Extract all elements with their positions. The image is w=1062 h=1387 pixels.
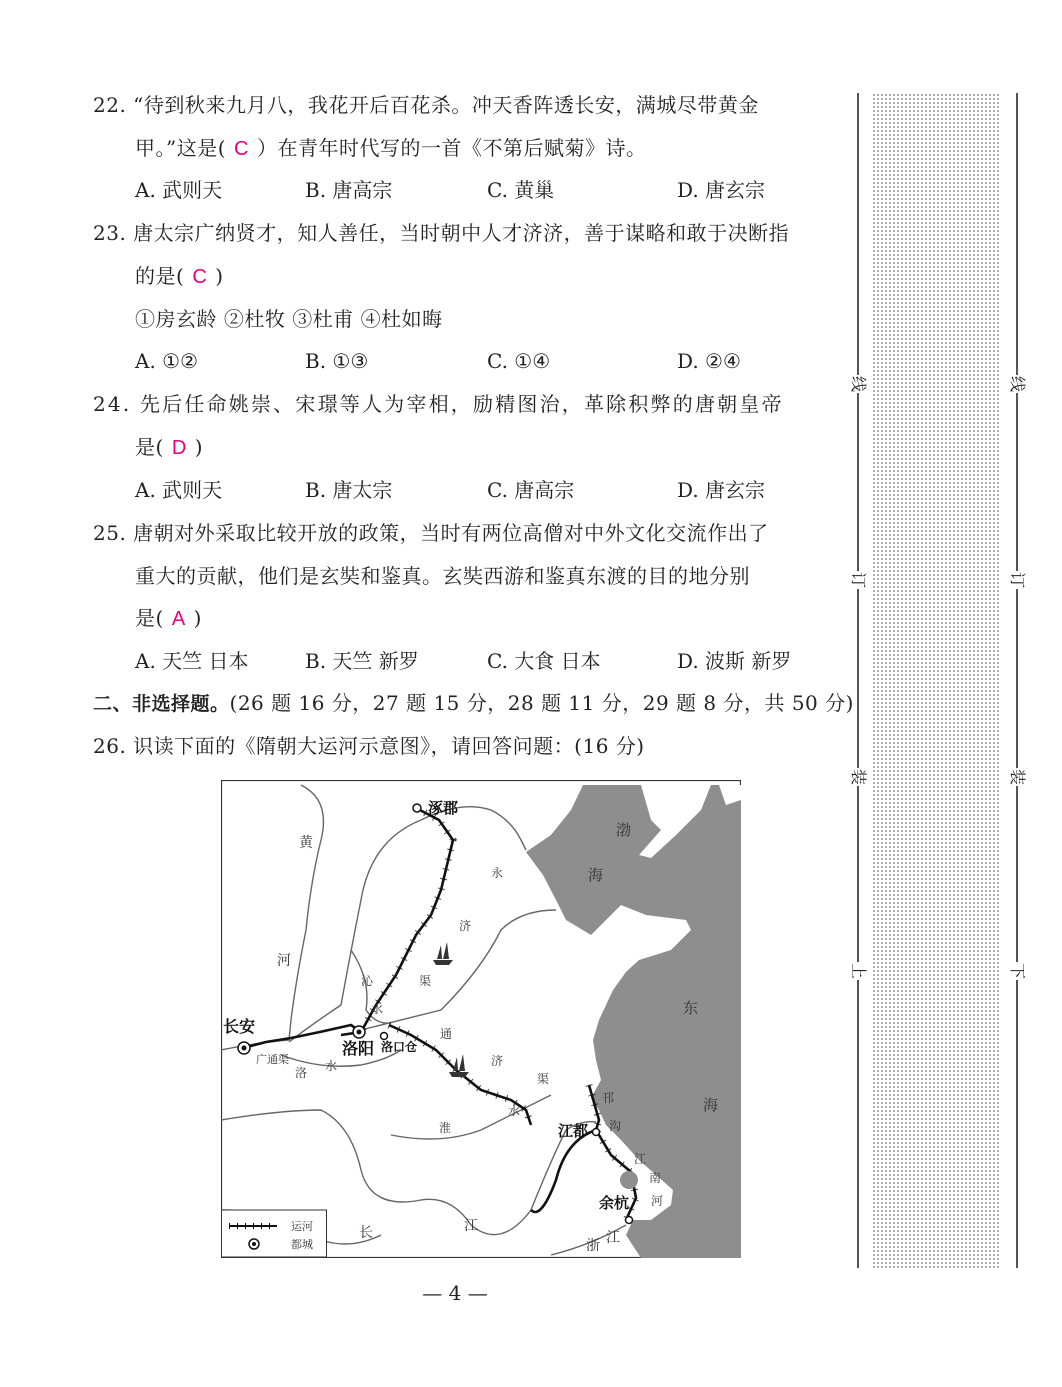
q22-option-c: C. 黄巢 [487,178,555,202]
label-luo: 洛 [295,1066,308,1080]
binding-line-left [857,93,859,1268]
section-2-heading: 二、非选择题。(26 题 16 分，27 题 15 分，28 题 11 分，29 题 8 分，共 50 分) [93,691,854,715]
answer-24: D [171,437,187,459]
q25-option-a: A. 天竺 日本 [135,649,249,673]
margin-xian-left: 线 [849,375,868,392]
q23-option-c: C. ①④ [487,349,551,373]
label-huai: 淮 [439,1121,452,1135]
q25-line1: 25. 唐朝对外采取比较开放的政策，当时有两位高僧对中外文化交流作出了 [93,521,769,545]
legend-capital: 都城 [291,1238,313,1251]
q24-option-c: C. 唐高宗 [487,478,575,502]
city-changan: 长安 [223,1017,256,1036]
q23-option-d: D. ②④ [677,349,741,373]
q25-option-c: C. 大食 日本 [487,649,601,673]
city-luokoucang: 洛口仓 [381,1040,418,1054]
city-luoyang: 洛阳 [342,1039,375,1058]
city-zhuojun: 涿郡 [428,799,459,817]
margin-ding-left: 订 [849,571,868,588]
q25-line3: 是( A ) [135,606,202,630]
margin-xian-right: 线 [1008,375,1027,392]
q25-option-d: D. 波斯 新罗 [677,649,792,673]
q22-line2: 甲。”这是( C ）在青年时代写的一首《不第后赋菊》诗。 [135,136,647,160]
label-ji2: 济 [491,1054,504,1068]
label-he2: 河 [651,1194,664,1208]
label-gou: 沟 [609,1119,622,1133]
city-yuhang: 余杭 [599,1194,630,1212]
margin-zhuang-left: 装 [849,768,868,785]
page-number: — 4 — [422,1281,488,1305]
margin-xia: 下 [1008,962,1027,979]
q24-line1: 24. 先后任命姚崇、宋璟等人为宰相，励精图治，革除积弊的唐朝皇帝 [93,392,784,416]
label-zhe: 浙 [586,1238,600,1254]
label-qu2: 渠 [537,1072,550,1086]
label-guangtong: 广通渠 [256,1053,289,1066]
label-qu: 渠 [419,974,432,988]
label-huai-shui: 水 [508,1104,521,1118]
answer-23: C [192,266,208,288]
q24-option-b: B. 唐太宗 [305,478,393,502]
q24-option-a: A. 武则天 [135,478,223,502]
label-dong: 东 [683,999,699,1017]
q24-option-d: D. 唐玄宗 [677,478,766,502]
q22-line1: 22. “待到秋来九月八，我花开后百花杀。冲天香阵透长安，满城尽带黄金 [93,93,759,117]
q23-line1: 23. 唐太宗广纳贤才，知人善任，当时朝中人才济济，善于谋略和敢于决断指 [93,221,790,245]
map-legend [222,1210,327,1257]
label-ji: 济 [459,919,472,933]
label-nan: 南 [649,1171,662,1185]
label-han: 邗 [602,1091,615,1105]
label-qin-shui: 水 [371,1002,384,1016]
answer-22: C [234,138,249,160]
margin-ding-right: 订 [1008,571,1027,588]
answer-25: A [171,608,186,630]
label-tong: 通 [440,1027,453,1041]
q22-option-b: B. 唐高宗 [305,178,393,202]
q23-items: ①房玄龄 ②杜牧 ③杜甫 ④杜如晦 [135,307,443,331]
q25-line2: 重大的贡献，他们是玄奘和鉴真。玄奘西游和鉴真东渡的目的地分别 [135,564,750,588]
label-donghai: 海 [703,1096,719,1114]
binding-dotted-band [872,93,1001,1268]
label-he: 河 [277,953,291,969]
city-jiangdu: 江都 [558,1122,589,1140]
label-yong: 永 [491,866,504,880]
label-bohai: 海 [588,866,604,884]
q26-line: 26. 识读下面的《隋朝大运河示意图》，请回答问题：(16 分) [93,734,645,758]
label-luo-shui: 水 [325,1059,338,1073]
label-jiang: 江 [464,1218,478,1234]
margin-zhuang-right: 装 [1008,768,1027,785]
label-huang: 黄 [299,835,313,851]
q23-option-a: A. ①② [135,349,199,373]
label-chang: 长 [359,1225,373,1241]
label-jiang2: 江 [634,1152,647,1166]
q22-option-a: A. 武则天 [135,178,223,202]
q23-line2: 的是( C ) [135,264,224,288]
label-zhe-jiang: 江 [606,1230,620,1246]
q24-line2: 是( D ) [135,435,204,459]
q25-option-b: B. 天竺 新罗 [305,649,419,673]
q23-option-b: B. ①③ [305,349,369,373]
margin-shang: 上 [849,962,868,979]
label-qin: 沁 [361,974,374,988]
legend-canal: 运河 [291,1220,313,1233]
q22-option-d: D. 唐玄宗 [677,178,766,202]
binding-line-right [1016,93,1018,1268]
sui-grand-canal-map [221,780,741,1258]
label-bo: 渤 [616,821,632,839]
